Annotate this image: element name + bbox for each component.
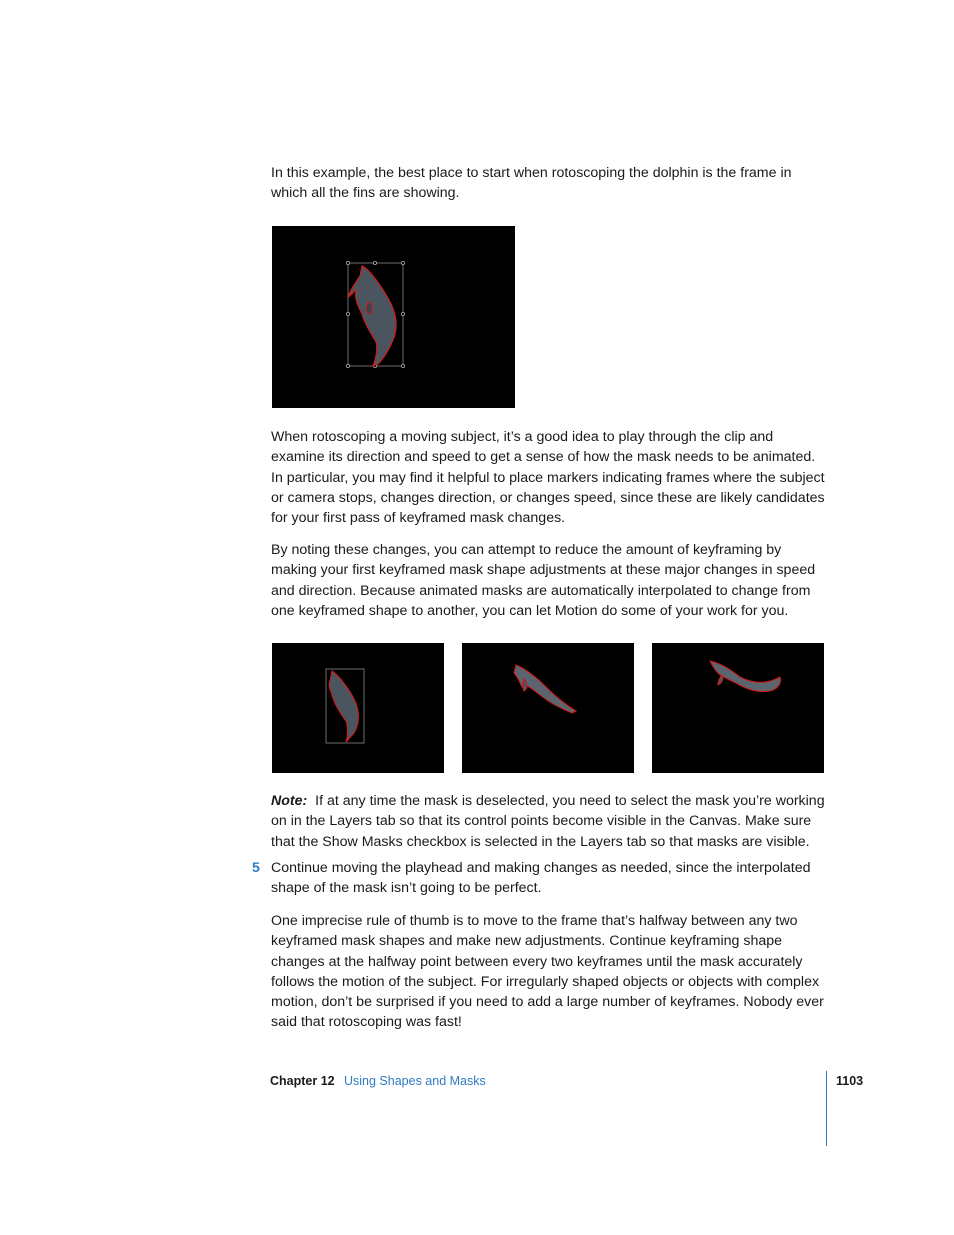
dolphin-frame-1 (272, 643, 444, 773)
page-number: 1103 (836, 1074, 864, 1088)
note-text: If at any time the mask is deselected, you need to select the mask you’re working on in the Layers tab so that its control points become visible in the Canvas. Make sure that the Show Masks checkbox is selected in the Layers tab so that masks are visible. (271, 793, 825, 850)
footer-chapter-title[interactable]: Using Shapes and Masks (344, 1074, 486, 1088)
footer-divider (826, 1071, 827, 1146)
dolphin-frame-large (272, 226, 515, 408)
moving-subject-paragraph: When rotoscoping a moving subject, it’s a good idea to play through the clip and examine its direction and speed to get a sense of how the mask needs to be animated. In particular, you may find it helpful to place markers indicating frames where the subject or camera stops, changes direction, or changes speed, since these are likely candidates for your first pass of keyframed mask changes. (271, 429, 825, 527)
dolphin-frame-3 (652, 643, 824, 773)
step-number: 5 (252, 860, 260, 876)
step-text: Continue moving the playhead and making changes as needed, since the interpolated shape of the mask isn’t going to be perfect. (271, 860, 811, 897)
noting-changes-paragraph: By noting these changes, you can attempt to reduce the amount of keyframing by making your first keyframed mask shape adjustments at these major changes in speed and direction. Because animated masks are automatically interpolated to change from one keyframed shape to another, you can let Motion do some of your work for you. (271, 542, 816, 619)
note-label: Note: (271, 793, 308, 809)
intro-paragraph: In this example, the best place to start when rotoscoping the dolphin is the frame in which all the fins are showing. (271, 165, 792, 202)
dolphin-frame-2 (462, 643, 634, 773)
note-paragraph (271, 791, 827, 852)
footer-chapter: Chapter 12 (270, 1074, 335, 1088)
rule-of-thumb-paragraph: One imprecise rule of thumb is to move to the frame that’s halfway between any two keyframed mask shapes and make new adjustments. Continue keyframing shape changes at the halfway point between every two keyframes until the mask accurately follows the motion of the subject. For irregularly shaped objects or objects with complex motion, don’t be surprised if you need to add a large number of keyframes. Nobody ever said that rotoscoping was fast! (271, 913, 824, 1031)
